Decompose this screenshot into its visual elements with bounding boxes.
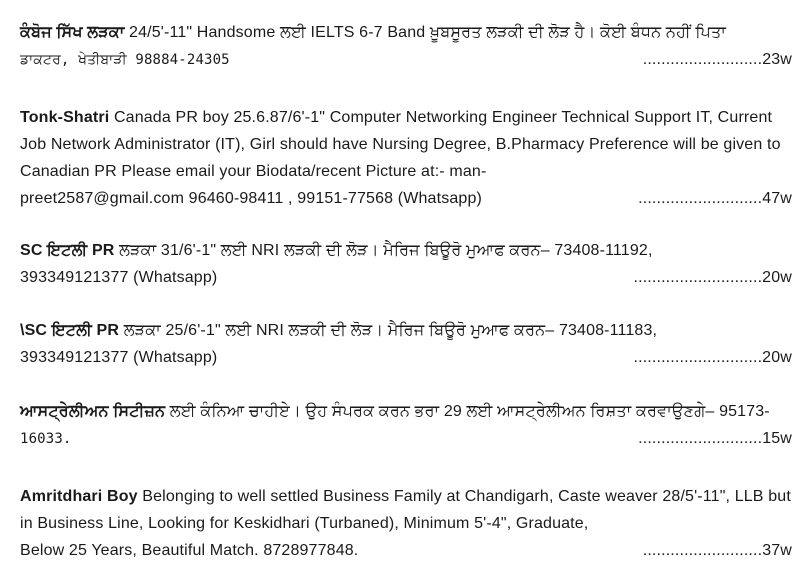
classified-ad [20,483,792,564]
ad-body: ਲੜਕਾ 25/6'-1" ਲਈ NRI ਲੜਕੀ ਦੀ ਲੋੜ। ਮੈਰਿਜ ਬਿਊਰੋ ਮੁਆਫ ਕਰਨ– 73408-11183, [119,322,658,339]
classified-ad [20,104,792,212]
ad-last-line [20,264,792,291]
ad-body: ਲਈ ਕੰਨਿਆ ਚਾਹੀਏ। ਉਹ ਸੰਪਰਕ ਕਰਨ ਭਰਾ 29 ਲਈ ਆਸਟ੍ਰੇਲੀਅਨ ਰਿਸ਼ਤਾ ਕਰਵਾਉਣਗੇ– 95173- [165,403,770,420]
ad-text [20,317,792,344]
classified-ad [20,398,792,453]
ad-heading: ਆਸਟ੍ਰੇਲੀਅਨ ਸਿਟੀਜ਼ਨ [20,403,166,420]
classified-ad [20,19,792,74]
ad-last-line [20,425,792,453]
ad-code: ...........................15w [638,430,792,447]
ad-code: ..........................37w [642,542,792,559]
ad-body: 24/5'-11" Handsome ਲਈ IELTS 6-7 Band ਖ਼ੂਬਸੂਰਤ ਲੜਕੀ ਦੀ ਲੋੜ ਹੈ। ਕੋਈ ਬੰਧਨ ਨਹੀਂ ਪਿਤਾ [124,24,726,41]
ad-text [20,19,792,46]
ad-last-line [20,46,792,74]
ad-contact: ਡਾਕਟਰ, ਖੇਤੀਬਾੜੀ 98884-24305 [20,52,230,68]
ad-contact: 393349121377 (Whatsapp) [20,349,218,366]
ad-last-line [20,537,792,564]
ad-code: ...........................47w [638,190,792,207]
ad-text [20,237,792,264]
ad-text [20,483,792,537]
ad-heading: Tonk-Shatri [20,109,110,126]
ad-last-line [20,185,792,212]
ad-last-line [20,344,792,371]
ad-contact: 16033. [20,431,72,447]
ad-code: ..........................23w [642,51,792,68]
ad-text [20,104,792,185]
ad-heading: \SC ਇਟਲੀ PR [20,322,120,339]
ad-text [20,398,792,425]
classified-ad [20,237,792,291]
ad-heading: SC ਇਟਲੀ PR [20,242,115,259]
ad-contact: Below 25 Years, Beautiful Match. 8728977848. [20,542,359,559]
ad-code: ............................20w [633,269,792,286]
ad-contact: 393349121377 (Whatsapp) [20,269,218,286]
ad-body: ਲੜਕਾ 31/6'-1" ਲਈ NRI ਲੜਕੀ ਦੀ ਲੋੜ। ਮੈਰਿਜ ਬਿਊਰੋ ਮੁਆਫ ਕਰਨ– 73408-11192, [114,242,653,259]
ad-body: Canada PR boy 25.6.87/6'-1" Computer Networking Engineer Technical Support IT, Current Job Network Administrator (IT), Girl should have Nursing Degree, B.Pharmacy Preference will be given to Canadian PR Please email your Biodata/recent Picture at:- man- [20,109,781,180]
ad-heading: Amritdhari Boy [20,488,138,505]
ad-code: ............................20w [633,349,792,366]
ad-body: Belonging to well settled Business Family at Chandigarh, Caste weaver 28/5'-11", LLB but in Business Line, Looking for Keskidhari (Turbaned), Minimum 5'-4", Graduate, [20,488,791,532]
ad-contact: preet2587@gmail.com 96460-98411 , 99151-77568 (Whatsapp) [20,190,482,207]
classified-ad [20,317,792,371]
ad-heading: ਕੰਬੋਜ ਸਿੱਖ ਲੜਕਾ [20,24,125,41]
